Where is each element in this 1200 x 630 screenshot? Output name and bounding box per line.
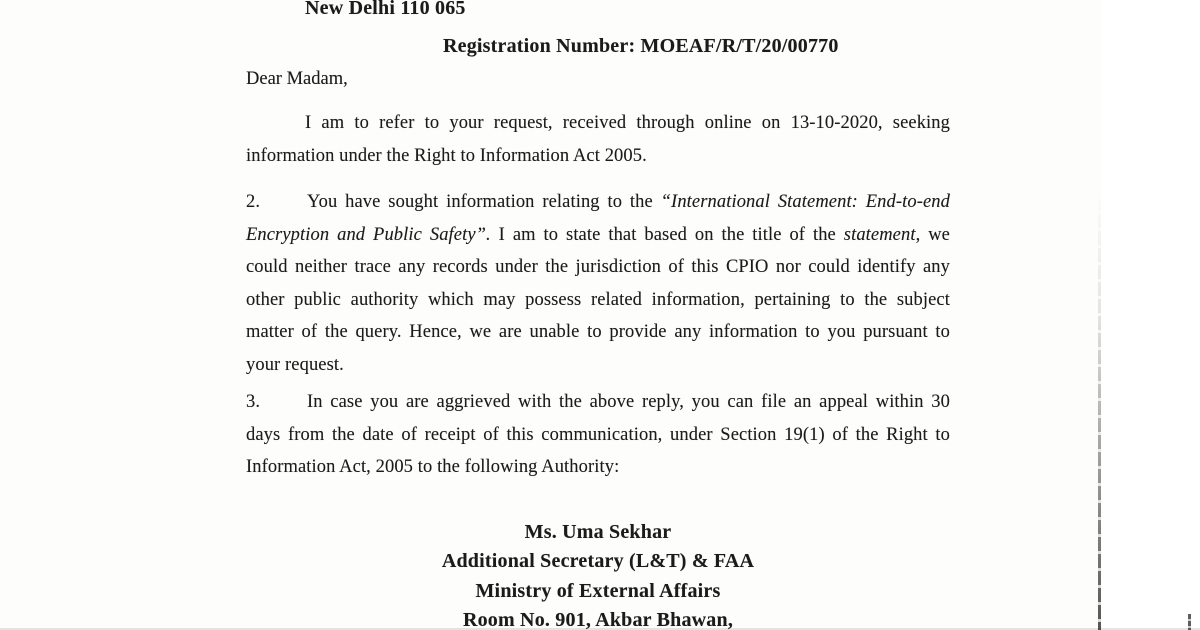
- scan-page-edge: [1101, 0, 1200, 630]
- text-run: matter of the query. Hence, we are unable to provide any information to you pursuant to: [246, 322, 950, 342]
- text-run: , we: [915, 224, 950, 245]
- paragraph-3: [246, 386, 950, 484]
- text-run: In case you are aggrieved with the above reply, you can file an appeal within 30: [307, 392, 950, 412]
- paragraph-line: [246, 140, 950, 173]
- address-line: New Delhi 110 065: [305, 0, 466, 19]
- italic-text-run: statement: [843, 224, 916, 245]
- text-run: You have sought information relating to the: [307, 192, 661, 212]
- paragraph-line: [246, 386, 950, 419]
- salutation: Dear Madam,: [246, 69, 348, 89]
- scan-fold-line: [1098, 0, 1101, 630]
- paragraph-line: [246, 349, 950, 382]
- authority-address: Room No. 901, Akbar Bhawan,: [462, 609, 734, 630]
- registration-number: Registration Number: MOEAF/R/T/20/00770: [443, 35, 839, 57]
- text-run: your request.: [246, 354, 344, 375]
- text-run: Information Act, 2005 to the following Authority:: [246, 457, 620, 477]
- paragraph-number: 2.: [246, 192, 261, 212]
- paragraph-line: [246, 419, 950, 452]
- paragraph-line: [246, 251, 950, 284]
- body-paragraphs: [246, 107, 950, 484]
- paragraph-number: 3.: [246, 392, 261, 412]
- scan-fold-fade: [1098, 0, 1101, 630]
- paragraph-line: [246, 107, 950, 140]
- scan-bottom-edge-mark: [1188, 614, 1191, 630]
- paragraph-line: [246, 284, 950, 317]
- paragraph-line: [246, 316, 950, 349]
- paragraph-1: [246, 107, 950, 172]
- appellate-authority-block: [246, 518, 950, 630]
- text-run: I am to refer to your request, received through online on 13-10-2020, seeking: [305, 113, 950, 133]
- paragraph-line: [246, 219, 950, 252]
- text-run: information under the Right to Information Act 2005.: [246, 145, 647, 166]
- authority-name: Ms. Uma Sekhar: [524, 520, 672, 543]
- letter-content: [246, 0, 950, 630]
- paragraph-2: [246, 186, 950, 381]
- text-run: could neither trace any records under the jurisdiction of this CPIO nor could identify any: [246, 257, 950, 277]
- text-run: I am to state that based on the title of the: [490, 224, 844, 245]
- text-run: days from the date of receipt of this communication, under Section 19(1) of the Right to: [246, 424, 950, 445]
- italic-text-run: “International Statement: End-to-end: [660, 192, 950, 212]
- paragraph-line: [246, 186, 950, 219]
- authority-title: Additional Secretary (L&T) & FAA: [441, 550, 755, 572]
- text-run: other public authority which may possess related information, pertaining to the subject: [246, 289, 950, 310]
- italic-text-run: Encryption and Public Safety”.: [246, 224, 491, 245]
- authority-organization: Ministry of External Affairs: [475, 579, 721, 602]
- paragraph-line: [246, 451, 950, 484]
